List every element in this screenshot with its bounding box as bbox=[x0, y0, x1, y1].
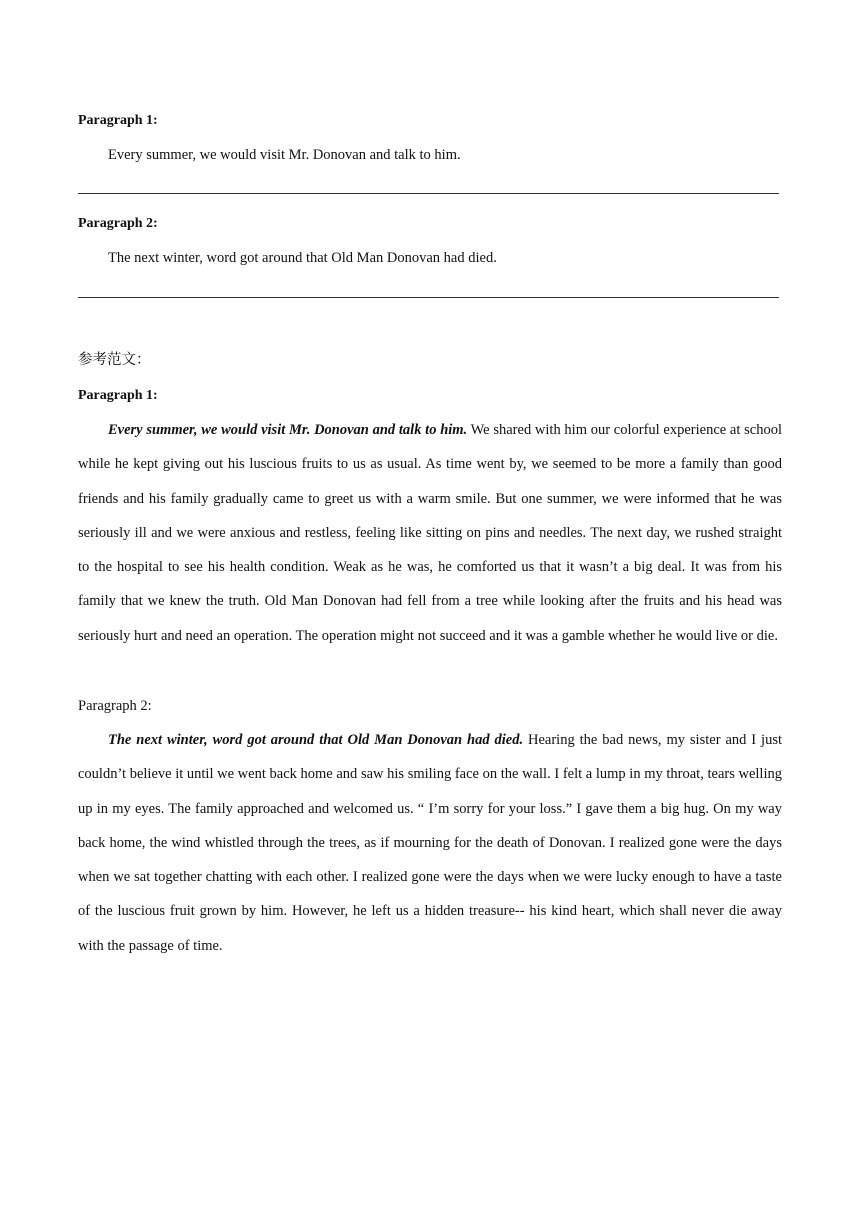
writing-line-2 bbox=[78, 297, 779, 298]
prompt-paragraph-1-heading: Paragraph 1: bbox=[78, 113, 158, 128]
sample-paragraph-1-lead: Every summer, we would visit Mr. Donovan and talk to him. bbox=[108, 422, 468, 438]
prompt-paragraph-1-opening: Every summer, we would visit Mr. Donovan and talk to him. bbox=[108, 147, 461, 163]
sample-paragraph-2-body: Hearing the bad news, my sister and I just couldn’t believe it until we went back home and saw his smiling face on the wall. I felt a lump in my throat, tears welling up in my eyes. The family approached and welcomed us. “ I’m sorry for your loss.” I gave them a big hug. On my way back home, the wind whistled through the trees, as if mourning for the death of Donovan. I realized gone were the days when we sat together chatting with each other. I realized gone were the days when we were lucky enough to have a taste of the luscious fruit grown by him. However, he left us a hidden treasure-- his kind heart, which shall never die away with the passage of time. bbox=[78, 732, 782, 954]
prompt-paragraph-2-heading: Paragraph 2: bbox=[78, 216, 158, 231]
sample-paragraph-1-text bbox=[78, 413, 782, 653]
prompt-paragraph-2-opening: The next winter, word got around that Old Man Donovan had died. bbox=[108, 250, 497, 266]
sample-paragraph-1-heading: Paragraph 1: bbox=[78, 388, 158, 403]
sample-essay-label: 参考范文： bbox=[78, 352, 151, 368]
sample-paragraph-1-body: We shared with him our colorful experience at school while he kept giving out his luscious fruits to us as usual. As time went by, we seemed to be more a family than good friends and his family gradually came to greet us with a warm smile. But one summer, we were informed that he was seriously ill and we were anxious and restless, feeling like sitting on pins and needles. The next day, we rushed straight to the hospital to see his health condition. Weak as he was, he comforted us that it wasn’t a big deal. It was from his family that we knew the truth. Old Man Donovan had fell from a tree while looking after the fruits and his head was seriously hurt and need an operation. The operation might not succeed and it was a gamble whether he would live or die. bbox=[78, 422, 782, 644]
sample-paragraph-2-heading: Paragraph 2: bbox=[78, 698, 152, 714]
writing-line-1 bbox=[78, 193, 779, 194]
sample-paragraph-2-lead: The next winter, word got around that Old Man Donovan had died. bbox=[108, 732, 524, 748]
sample-paragraph-2-text bbox=[78, 723, 782, 963]
